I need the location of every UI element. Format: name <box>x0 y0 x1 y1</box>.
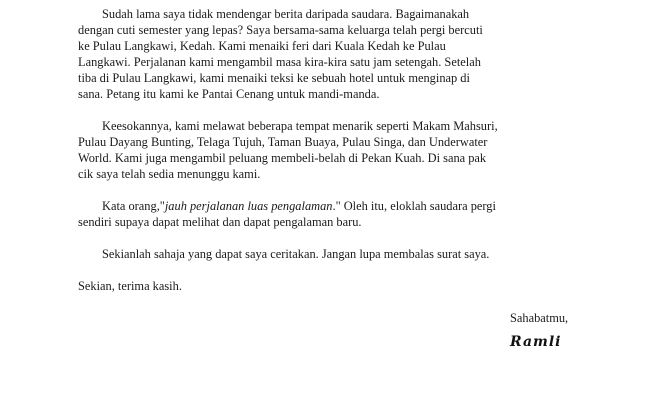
paragraph-proverb <box>78 198 570 230</box>
paragraph-line: ke Pulau Langkawi, Kedah. Kami menaiki feri dari Kuala Kedah ke Pulau <box>78 39 446 53</box>
paragraph-line: sendiri supaya dapat melihat dan dapat pengalaman baru. <box>78 215 362 229</box>
paragraph-conclusion <box>78 246 570 262</box>
paragraph-line: Sekianlah sahaja yang dapat saya ceritakan. Jangan lupa membalas surat saya. <box>102 247 490 261</box>
paragraph-line: World. Kami juga mengambil peluang membeli-belah di Pekan Kuah. Di sana pak <box>78 151 487 165</box>
paragraph-line: dengan cuti semester yang lepas? Saya bersama-sama keluarga telah pergi bercuti <box>78 23 483 37</box>
proverb-prefix: Kata orang," <box>102 199 165 213</box>
paragraph-line <box>78 198 570 214</box>
paragraph-line: cik saya telah sedia menunggu kami. <box>78 167 261 181</box>
paragraph-line: Langkawi. Perjalanan kami mengambil masa kira-kira satu jam setengah. Setelah <box>78 55 481 69</box>
paragraph-line: Sudah lama saya tidak mendengar berita daripada saudara. Bagaimanakah <box>102 7 470 21</box>
paragraph-thanks <box>78 278 570 294</box>
closing-salutation: Sahabatmu, <box>510 311 569 325</box>
paragraph-places-visited <box>78 118 570 182</box>
paragraph-line: Keesokannya, kami melawat beberapa tempat menarik seperti Makam Mahsuri, <box>102 119 498 133</box>
paragraph-line: sana. Petang itu kami ke Pantai Cenang untuk mandi-manda. <box>78 87 380 101</box>
proverb-suffix: ." Oleh itu, eloklah saudara pergi <box>332 199 496 213</box>
paragraph-line: Pulau Dayang Bunting, Telaga Tujuh, Taman Buaya, Pulau Singa, dan Underwater <box>78 135 488 149</box>
paragraph-holiday-trip <box>78 6 570 102</box>
signature: Ramli <box>510 334 562 350</box>
paragraph-line: tiba di Pulau Langkawi, kami menaiki teksi ke sebuah hotel untuk menginap di <box>78 71 470 85</box>
paragraph-line: Sekian, terima kasih. <box>78 279 182 293</box>
proverb-italic: jauh perjalanan luas pengalaman <box>164 199 333 213</box>
